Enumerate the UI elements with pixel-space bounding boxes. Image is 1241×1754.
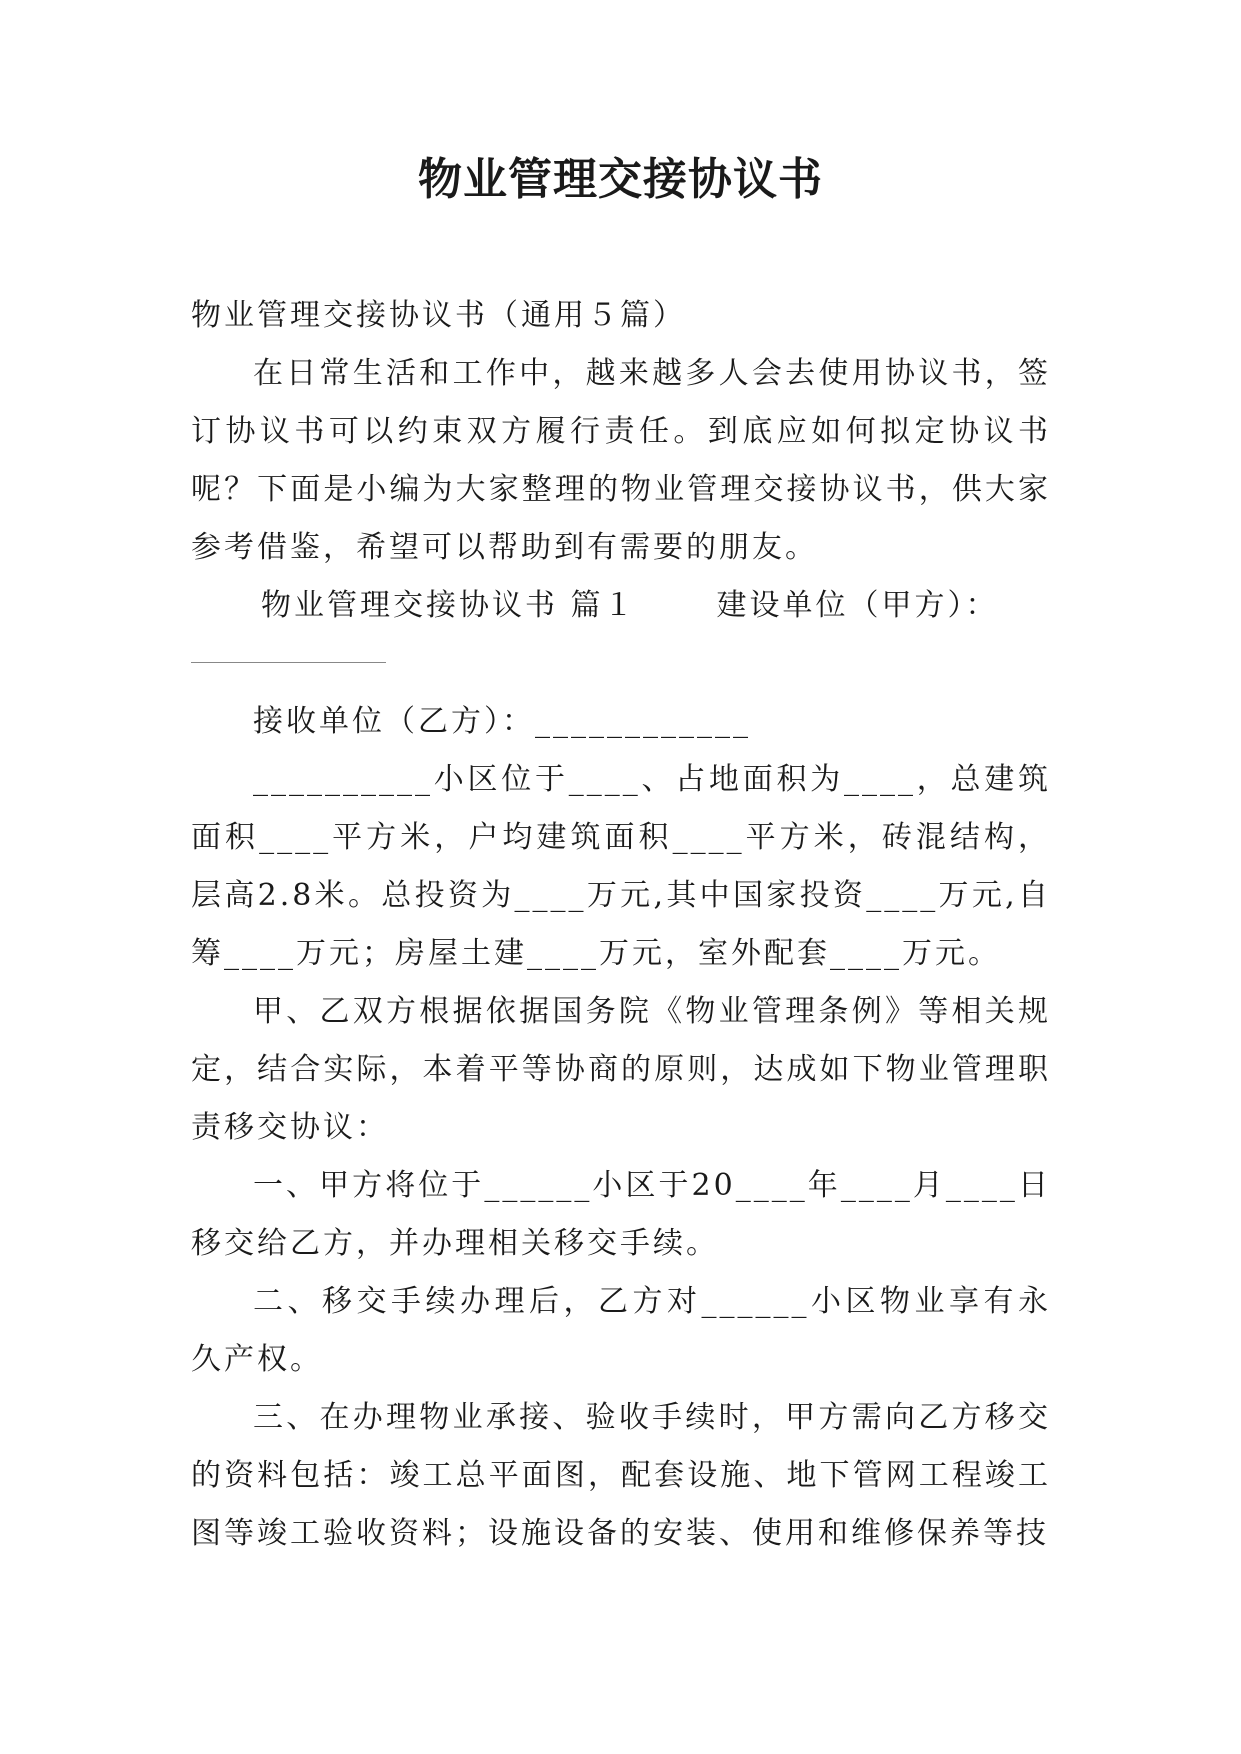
party-b-line: 接收单位（乙方）：____________ [253,704,751,739]
party-a-label: 建设单位（甲方）： [716,588,999,623]
intro-paragraph: 在日常生活和工作中，越来越多人会去使用协议书，签订协议书可以约束双方履行责任。到底应如何拟定协议书呢？下面是小编为大家整理的物业管理交接协议书，供大家参考借鉴，希望可以帮助到有需要的朋友。 [191,356,1051,565]
party-a-blank-line [191,662,386,663]
document-body [191,287,1051,1563]
clause-2: 二、移交手续办理后，乙方对______小区物业享有永久产权。 [191,1284,1051,1377]
property-info-paragraph: __________小区位于____、占地面积为____，总建筑面积____平方米，户均建筑面积____平方米，砖混结构，层高2.8米。总投资为____万元,其中国家投资____万元,自筹____万元；房屋土建____万元，室外配套____万元。 [191,762,1051,971]
basis-paragraph: 甲、乙双方根据依据国务院《物业管理条例》等相关规定，结合实际，本着平等协商的原则，达成如下物业管理职责移交协议： [191,994,1051,1145]
document-title: 物业管理交接协议书 [418,154,823,205]
clause-1: 一、甲方将位于______小区于20____年____月____日移交给乙方，并办理相关移交手续。 [191,1168,1051,1261]
section-heading-line [191,577,1051,635]
party-a-blank [191,635,1051,693]
section-heading: 物业管理交接协议书 篇１ [261,588,637,623]
clause-3: 三、在办理物业承接、验收手续时，甲方需向乙方移交的资料包括：竣工总平面图，配套设施、地下管网工程竣工图等竣工验收资料；设施设备的安装、使用和维修保养等技 [191,1400,1051,1551]
document-subtitle: 物业管理交接协议书（通用５篇） [191,298,686,333]
